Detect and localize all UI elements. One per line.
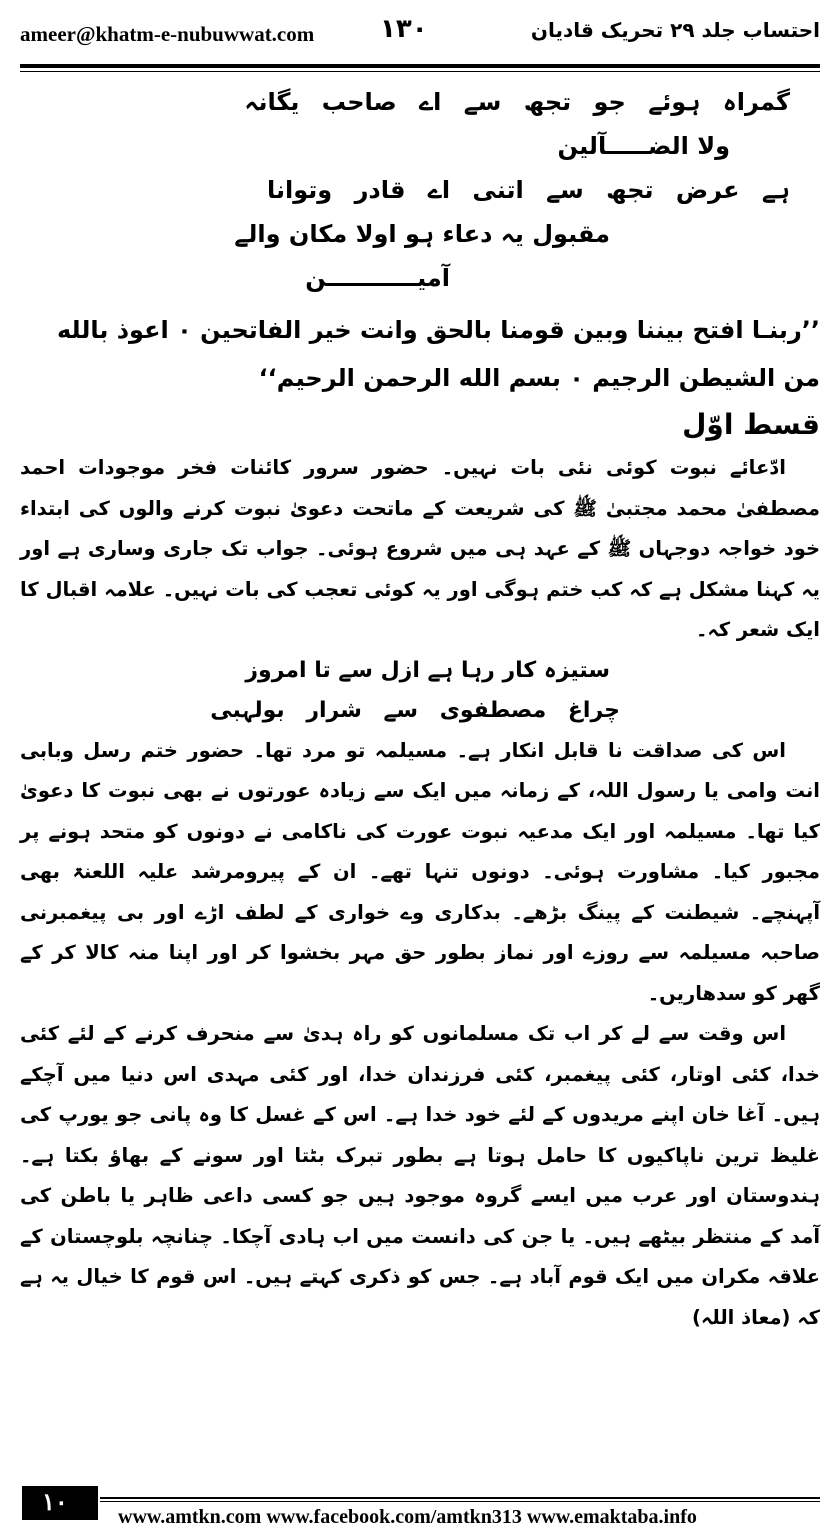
paragraph: اس کی صداقت نا قابل انکار ہے۔ مسیلمہ تو مرد تھا۔ حضور ختم رسل وبابی انت وامی یا رسول اللہ، کے زمانہ میں ایک سے زیادہ عورتوں نے بھی نبوت کا دعویٰ کیا تھا۔ مسیلمہ اور ایک مدعیہ نبوت عورت کی ناکامی نے دونوں کو متحد ہونے پر مجبور کیا۔ مشاورت ہوئی۔ دونوں تنہا تھے۔ ان کے پیرومرشد علیہ اللعنۃ بھی آپہنچے۔ شیطنت کے پینگ بڑھے۔ بدکاری وے خواری کے لطف اڑے اور بی پیغمبرنی صاحبہ مسیلمہ سے روزے اور نماز بطور حق مہر بخشوا کر اور اپنا منہ کالا کر کے گھر کو سدھاریں۔ — [20, 738, 820, 1005]
paragraph: ادّعائے نبوت کوئی نئی بات نہیں۔ حضور سرور کائنات فخر موجودات احمد مصطفیٰ محمد مجتبیٰ ﷺ کی شریعت کے ماتحت دعویٰ نبوت کرنے والوں کی ابتداء خود خواجہ دوجہاں ﷺ کے عہد ہی میں شروع ہوئی۔ جواب تک جاری وساری ہے اور یہ کہنا مشکل ہے کہ کب ختم ہوگی اور یہ کوئی تعجب کی بات نہیں۔ علامہ اقبال کا ایک شعر کہ۔ — [20, 456, 820, 641]
page-header — [20, 10, 820, 58]
poem-line: گمراہ ہوئے جو تجھ سے اے صاحب یگانہ — [244, 88, 790, 116]
paragraph: اس وقت سے لے کر اب تک مسلمانوں کو راہ ہدیٰ سے منحرف کرنے کے لئے کئی خدا، کئی اوتار، کئی پیغمبر، کئی فرزندان خدا، اور کئی مہدی اس دنیا میں آچکے ہیں۔ آغا خان اپنے مریدوں کے لئے خود خدا ہے۔ اس کے غسل کا وہ پانی جو یورپ کی غلیظ ترین ناپاکیوں کا حامل ہوتا ہے بطور تبرک بٹتا اور سونے کے بھاؤ بکتا ہے۔ ہندوستان اور عرب میں ایسے گروہ موجود ہیں جو کسی داعی ظاہر یا باطن کی آمد کے منتظر بیٹھے ہیں۔ یا جن کی دانست میں اب ہادی آچکا۔ چنانچہ بلوچستان کے علاقہ مکران میں ایک قوم آباد ہے۔ جس کو ذکری کہتے ہیں۔ اس قوم کا خیال یہ ہے کہ (معاذ اللہ) — [20, 1022, 820, 1329]
verse-line: چراغ مصطفوی سے شرار بولہبی — [210, 697, 620, 723]
poem-line: ہے عرض تجھ سے اتنی اے قادر وتوانا — [266, 176, 790, 204]
header-page-number: ۱۳۰ — [380, 14, 428, 44]
poem-line: ولا الضـــــآلین — [557, 132, 730, 160]
verse-line: ستیزہ کار رہا ہے ازل سے تا امروز — [245, 657, 610, 683]
header-email: ameer@khatm-e-nubuwwat.com — [20, 22, 315, 46]
footer-volume-number: ۱۰ — [22, 1486, 98, 1520]
quranic-verse: ’’ربنـا افتح بيننا وبين قومنا بالحق وانت خير الفاتحين ۰ اعوذ بالله من الشيطن الرجيم ۰ بسم الله الرحمن الرحيم‘‘ — [56, 316, 820, 392]
poem-line: مقبول یہ دعاء ہو اولا مکان والے — [234, 220, 610, 248]
header-rule — [20, 64, 820, 68]
footer-rule-thin — [100, 1501, 820, 1502]
footer-rule — [100, 1497, 820, 1499]
footer-links: www.amtkn.com www.facebook.com/amtkn313 www.emaktaba.info — [118, 1506, 697, 1528]
header-rule-thin — [20, 71, 820, 72]
section-heading: قسط اوّل — [682, 408, 820, 441]
page-content — [20, 80, 820, 1338]
header-title: احتساب جلد ۲۹ تحریک قادیان — [530, 18, 820, 42]
poem-line: آمیـــــــــــن — [305, 264, 450, 292]
